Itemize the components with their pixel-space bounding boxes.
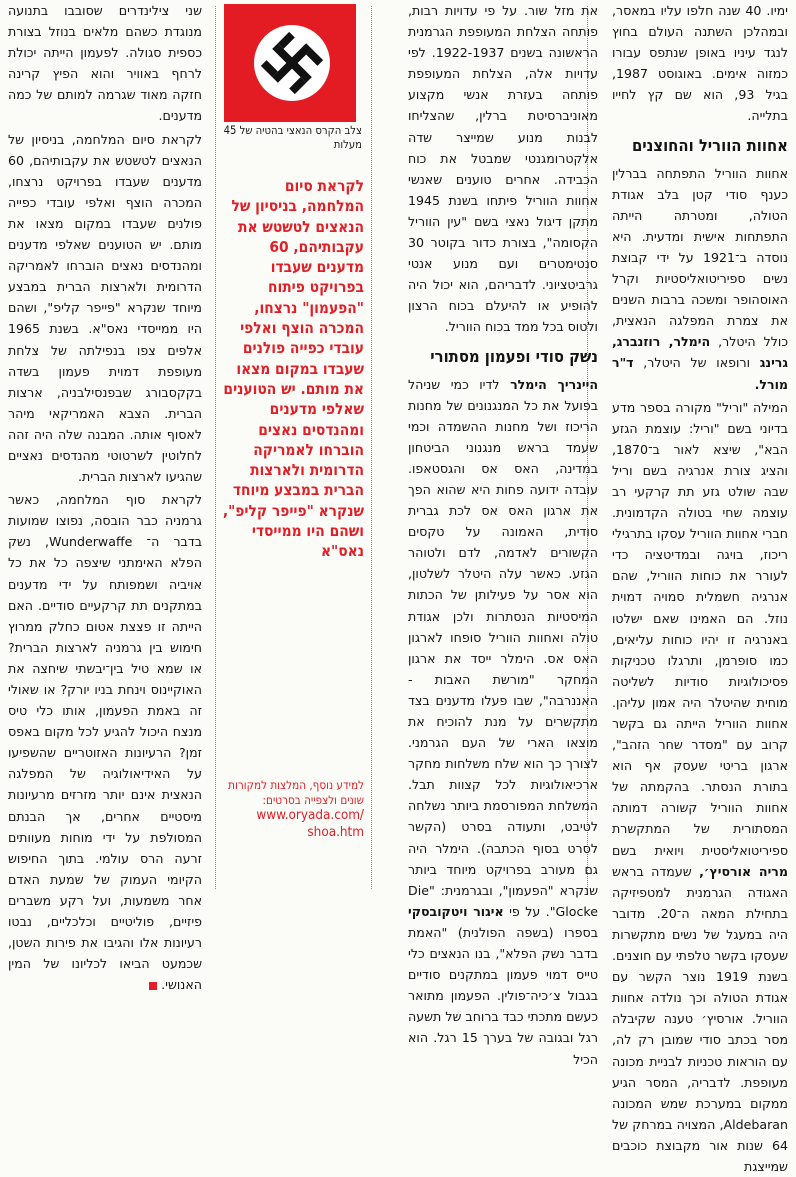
flag-disc (254, 25, 330, 101)
end-of-article-mark (149, 982, 157, 990)
highlighted-name: ד"ר מורל. (612, 355, 788, 392)
paragraph: המילה "וריל" מקורה בספר מדע בדיוני בשם "וריל: עוצמת הגזע הבא", שיצא לאור ב־1870, והציג צורת אנרגיה בשם וריל שבה שולט גזע תת קרקעי רב עוצמה שחי בטולה הקדמונית. חברי אחוות הווריל עסקו בתרגילי ריכוז, בויגה ובמדיטציה כדי לעורר את כוחות הווריל, שהם אנרגיה חשמלית סמויה דמוית נוזל. הם האמינו שאם ישלטו באנרגיה זו יהיו כוחות עליאים, כמו סופרמן, ותרגלו טכניקות פסיכולוגיות סודיות לשליטה מוחית שהיטלר היה אמון עליהן. אחוות הווריל הייתה גם בקשר קרוב עם "מסדר שחר הזהב", ארגון בריטי שעסק אף הוא בתורת הנסתר. בהקמתה של אחוות הווריל קשורה דמותה המסתורית של המתקשרת ספיריטואליסטית ויואית בשם מריה אורסיץ׳, שעמדה בראש האגודה הגרמנית למטפיזיקה בתחילת המאה ה־20. מדובר היה במעגל של נשים מתקשרות שעסקו בקשר טלפתי עם חוצנים. בשנת 1919 נוצר הקשר עם אגודת הטולה וכך נולדה אחוות הווריל. אורסיץ׳ טענה שקיבלה מסר בכתב סודי שמובן רק לה, עם הוראות טכניות לבניית מכונה מעופפת. לדבריה, המסר הגיע ממקום במערכת שמש המכונה Aldebaran, המצויה במרחק של 64 שנות אור מקבוצת כוכבים שמייצגת (612, 399, 789, 1174)
swastika-flag-image (224, 4, 356, 122)
section-heading: נשק סודי ופעמון מסתורי (430, 346, 598, 366)
paragraph: שני צילינדרים שסובבו בתנועה מנוגדת כשהם מלאים בנוזל בצורת כספית סגולה. לפעמון הייתה יכולת לרחף באוויר והוא הפיץ קרינה חזקה מאוד שגרמה למותם של כמה מדענים. (8, 3, 202, 124)
paragraph: לקראת סוף המלחמה, כאשר גרמניה כבר הובסה, נפוצו שמועות בדבר ה־ Wunderwaffe, נשק הפלא האימתני שיצפה כל את כל אויביה ושמפותח על ידי מדענים במתקנים תת קרקעיים סודיים. האם הייתה זו פצצת אטום כחלק ממרוץ חימוש בין גרמניה לארצות הברית? או שמא טיל בין־יבשתי שיחצה את האוקיינוס וינחת בניו יורק? או שאולי זה באמת הפעמון, אותו כלי טיס מנצח היכול להגיע לכל מקום באפס זמן? הרעיונות האזוטריים שהשפיעו על האידיאולוגיה של המפלגה הנאצית אינם יותר מזרזים מרעיונות מיסטיים אחרים, אך הבנתם המסולפת על ידי מוחות מעוותים זרעה הרס עולמי. בתוך החיפוש הקיומי העמוק של שמעת האדם אחר משמעות, ועל רקע משברים פיזיים, פוליטיים וכלכליים, נבטו רעיונות אלו והגיבו את פירות השטן, שכמעט הביאו לכליונו של המין האנושי. (8, 492, 202, 993)
paragraph: ימיו. 40 שנה חלפו עליו במאסר, ובמהלכן השתנה העולם בחוץ לנגד עיניו באופן שנתפס עבורו כמזוה אימים. באוגוסט 1987, בגיל 93, הוא שם קץ לחייו בתלייה. (612, 3, 789, 124)
highlighted-name: איגור ויטקובסקי (408, 903, 504, 919)
highlighted-name: מריה אורסיץ׳, (699, 863, 788, 879)
highlighted-names: הימלר, רוזנברג, גרינג (612, 334, 788, 371)
paragraph: היינריך הימלר לדיו כמי שניהל בפועל את כל המנגנונים של מחנות הריכוז ושל מחנות ההשמדה וכמי שעמד בראש מנגנוני הביטחון במדינה, האס אס והגסטאפו. עובדה ידועה פחות היא שהוא הפך את ארגון האס אס לכת גברית סודית, האמונה על טקסים הקשורים לאדמה, לדם ולטוהר הגזע. כאשר עלה היטלר לשלטון, הוא אסר על פעילותן של הכתות המיסטיות הנסתרות ולכן אגודת טולה ואחוות הווריל סופחו לארגון האס אס. הימלר ייסד את ארגון המחקר "מורשת האבות - האננרבה", שבו פעלו מדענים בצד מתקשרים על מנת להוכיח את מוצאו הארי של העם הגרמני. לצורך כך הוא שלח משלחות מחקר ארכיאולוגיות לכל קצוות תבל. המשלחת המפורסמת ביותר נשלחה לטיבט, ותעודה בסרט (הקשר לסרט בסוף הכתבה). הימלר היה גם מעורב בפרויקט מיוחד ביותר שנקרא "הפעמון", ובגרמנית: "Die Glocke". על פי איגור ויטקובסקי בספרו (בשפה הפולנית) "האמת בדבר נשק הפלא", בנו הנאצים כלי טייס דמוי פעמון במתקנים סודיים בגבול צ׳כיה־פולין. הפעמון מתואר כעשם מתכתי כבד ברוחב של תשעה רגל ובגובה של בערך 15 רגל. הוא הכיל (408, 376, 598, 1067)
more-info-box (222, 778, 364, 841)
more-info-text: למידע נוסף, המלצות למקורות שונים ולצפייה בסרטים: (228, 778, 364, 807)
pull-quote: לקראת סיום המלחמה, בניסיון של הנאצים לטשטש את עקבותיהם, 60 מדענים שעבדו בפרויקט פיתוח "הפעמון" נרצחו, המכרה הוצף ואלפי עובדי כפייה פולנים שעבדו במקום מצאו את מותם. יש הטוענים שאלפי מדענים ומהנדסים נאצים הוברחו לאמריקה הדרומית ולארצות הברית במבצע מיוחד שנקרא "פייפר קליפ", ושהם היו ממייסדי נאס"א (222, 177, 364, 561)
article-column-3 (8, 0, 202, 993)
section-heading: אחוות הווריל והחוצנים (631, 135, 788, 155)
highlighted-name: היינריך הימלר (510, 376, 598, 392)
article-column-1 (612, 0, 789, 1174)
paragraph: את מזל שור. על פי עדויות רבות, פותחה הצלחת המעופפת הגרמנית הראשונה בשנים 1922-1937. לפי עדויות אלה, הצלחת המעופפת פותחה בעזרת אנשי מקצוע מאוניברסיטת ברלין, שהצליחו לבנות מנוע שמייצר שדה אלקטרומגנטי שמבטל את כוח הכבידה. אחרים טוענים שאנשי אחוות הווריל פיתחו בשנת 1945 מתקן דיגול נאצי בשם "עין הווריל הקסומה", בצורת כדור בקוטר 30 סנטימטרים ועם מנוע אנטי גרביטציוני. לדבריהם, הוא יכול היה להופיע או להיעלם בכוח הרצון ולטוס בכל ממד בכוח הווריל. (408, 3, 598, 335)
swastika-icon (254, 25, 330, 101)
paragraph: לקראת סיום המלחמה, בניסיון של הנאצים לטשטש את עקבותיהם, 60 מדענים שעבדו בפרויקט נרצחו, המכרה הוצף ואלפי עובדי כפייה פולנים שעבדו במקום מצאו את מותם. יש הטוענים שאלפי מדענים ומהנדסים נאצים הוברחו לאמריקה הדרומית ולארצות הברית במבצע מיוחד שנקרא "פייפר קליפ", ושהם היו ממייסדי נאס"א. בשנת 1965 אלפים צפו בנפילתה של צלחת מעופפת דמוית פעמון בשדה בקקסבורג שבפנסילבניה, ארצות הברית. הצבא האמריקאי מיהר לאסוף אותה. המבנה שלה היה זהה לחלוטין לשרטוטי מהנדסים נאציים שהגיעו לארצות הברית. (8, 131, 202, 485)
image-caption: צלב הקרס הנאצי בהטיה של 45 מעלות (223, 124, 362, 151)
website-link[interactable]: www.oryada.com/ shoa.htm (256, 808, 364, 840)
paragraph: אחוות הווריל התפתחה בברלין כענף סודי קטן בלב אגודת הטולה, ומטרתה הייתה התפתחות אישית ומדעית. היא נוסדה ב־1921 על ידי קבוצת נשים ספיריטואליסטיות וקרל האוסהופר ומשכה ברבות השנים את צמרת המפלגה הנאצית, כולל היטלר, הימלר, רוזנברג, גרינג ורופאו של היטלר, ד"ר מורל. (612, 165, 789, 392)
article-column-2 (408, 0, 598, 1067)
